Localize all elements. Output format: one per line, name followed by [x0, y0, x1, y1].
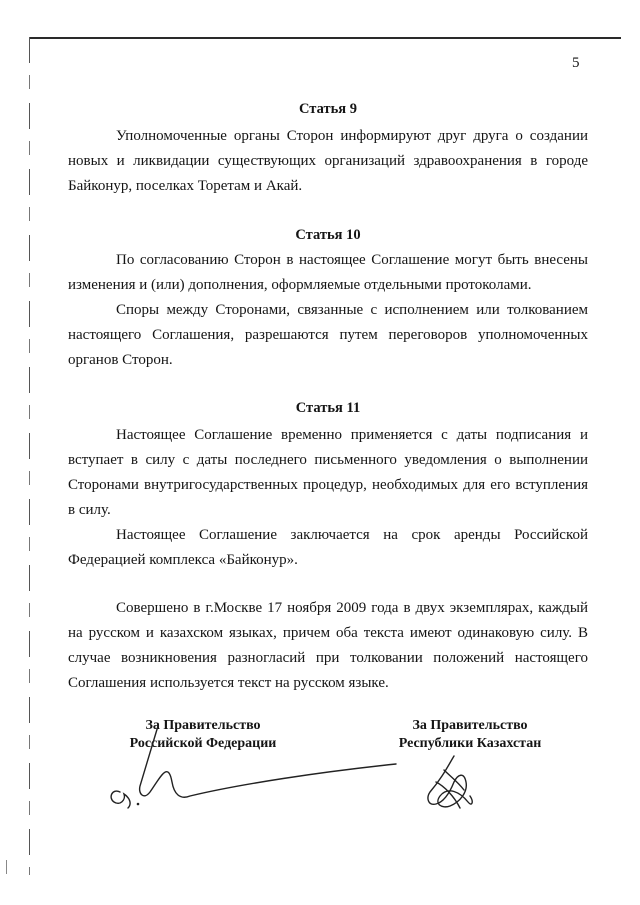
- signatory-russia-line2: Российской Федерации: [129, 736, 277, 751]
- signatory-kazakhstan-line1: За Правительство: [412, 718, 528, 733]
- closing-body: [68, 596, 588, 696]
- signatory-kazakhstan-line2: Республики Казахстан: [398, 736, 542, 751]
- signatory-kazakhstan: [385, 717, 555, 753]
- article-11-body: [68, 423, 588, 573]
- page-frame-left: [29, 37, 30, 875]
- closing-paragraph: Совершено в г.Москве 17 ноября 2009 года в двух экземплярах, каждый на русском и казахском языках, причем оба текста имеют одинаковую силу. В случае возникновения разногласий при толковании положений настоящего Соглашения используется текст на русском языке.: [68, 600, 588, 691]
- article-9-paragraph-1: Уполномоченные органы Сторон информируют друг друга о создании новых и ликвидации существующих организаций здравоохранения в городе Байконур, поселках Торетам и Акай.: [68, 128, 588, 194]
- article-10-heading: Статья 10: [295, 227, 361, 243]
- article-10-body: [68, 248, 588, 373]
- article-11-heading: Статья 11: [295, 400, 361, 416]
- page-frame-top: [29, 37, 621, 39]
- signatory-russia-line1: За Правительство: [145, 718, 261, 733]
- article-10-paragraph-2: Споры между Сторонами, связанные с исполнением или толкованием настоящего Соглашения, разрешаются путем переговоров уполномоченных органов Сторон.: [68, 302, 588, 368]
- article-9-heading: Статья 9: [299, 101, 357, 117]
- article-11-paragraph-1: Настоящее Соглашение временно применяется с даты подписания и вступает в силу с даты последнего письменного уведомления о выполнении Сторонами внутригосударственных процедур, необходимых для его вступления в силу.: [68, 427, 588, 518]
- signatory-russia: [118, 717, 288, 753]
- article-10-paragraph-1: По согласованию Сторон в настоящее Соглашение могут быть внесены изменения и (или) дополнения, оформляемые отдельными протоколами.: [68, 252, 588, 293]
- signature-kazakhstan: [420, 752, 480, 812]
- article-11-paragraph-2: Настоящее Соглашение заключается на срок аренды Российской Федерацией комплекса «Байконур».: [68, 527, 588, 568]
- page-number: 5: [572, 55, 580, 71]
- scan-mark: [6, 860, 7, 874]
- article-9-body: [68, 124, 588, 199]
